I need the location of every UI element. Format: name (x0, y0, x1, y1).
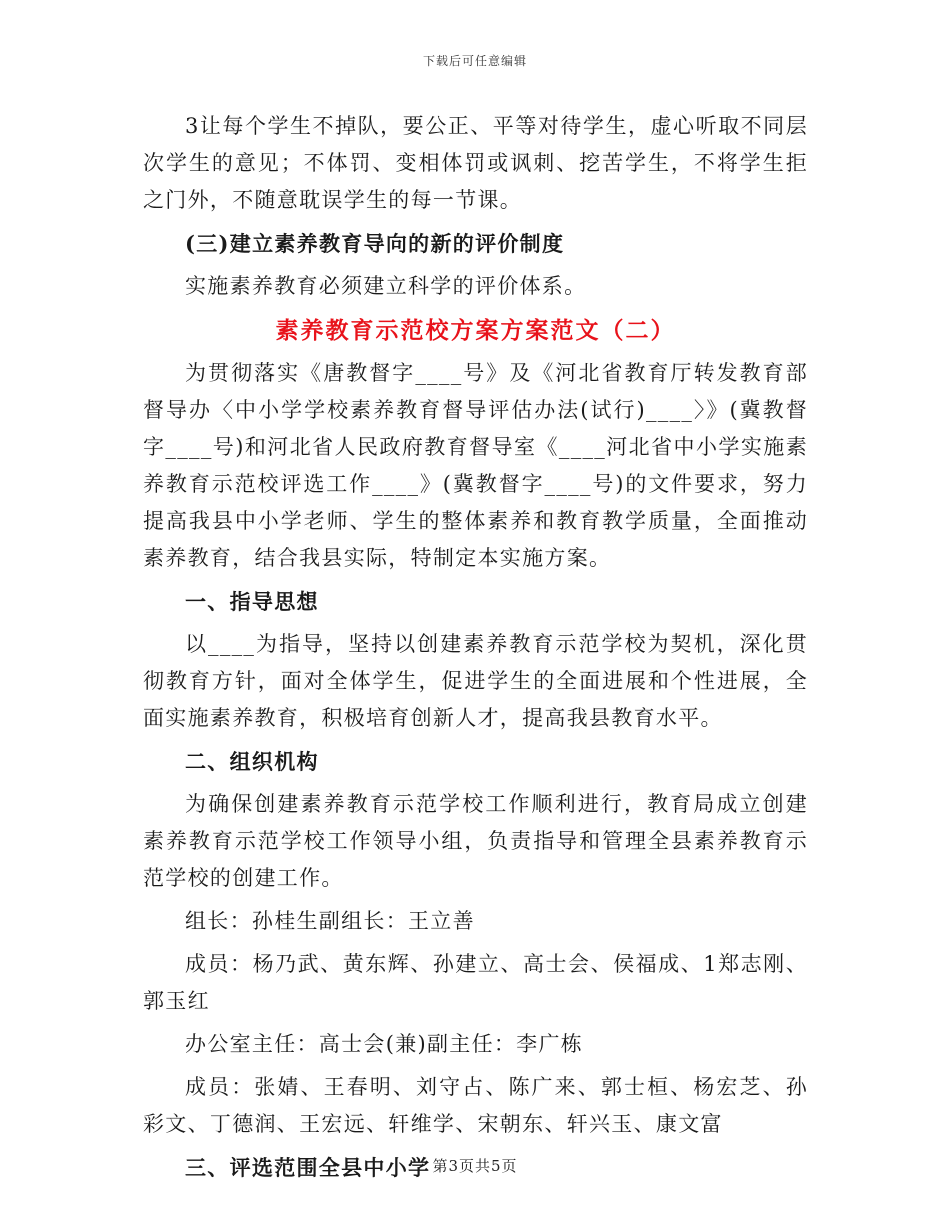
heading-selection-scope: 三、评选范围全县中小学 (185, 1155, 431, 1180)
heading-evaluation-system: (三)建立素养教育导向的新的评价制度 (185, 231, 565, 256)
paragraph-organization: 为确保创建素养教育示范学校工作顺利进行，教育局成立创建素养教育示范学校工作领导小组，负责指导和管理全县素养教育示范学校的创建工作。 (143, 792, 808, 890)
paragraph-office-directors: 办公室主任：高士会(兼)副主任：李广栋 (185, 1032, 584, 1056)
document-title: 素养教育示范校方案方案范文（二） (275, 317, 676, 344)
paragraph-evaluation-system: 实施素养教育必须建立科学的评价体系。 (185, 274, 587, 298)
paragraph-introduction: 为贯彻落实《唐教督字____号》及《河北省教育厅转发教育部督导办〈中小学学校素养教育督导评估办法(试行)____〉》(冀教督字____号)和河北省人民政府教育督导室《____河北省中小学实施素养教育示范校评选工作____》(冀教督字____号)的文件要求，努力提高我县中小学老师、学生的整体素养和教育教学质量，全面推动素养教育，结合我县实际，特制定本实施方案。 (143, 361, 808, 570)
page-header-note: 下载后可任意编辑 (422, 54, 527, 68)
heading-guiding-ideology: 一、指导思想 (185, 589, 319, 614)
heading-organization: 二、组织机构 (185, 749, 319, 774)
paragraph-no-student-left-behind: 3让每个学生不掉队，要公正、平等对待学生，虚心听取不同层次学生的意见；不体罚、变相体罚或讽刺、挖苦学生，不将学生拒之门外，不随意耽误学生的每一节课。 (143, 114, 808, 212)
page-number: 第3页共5页 (432, 1157, 518, 1175)
paragraph-guiding-ideology: 以____为指导，坚持以创建素养教育示范学校为契机，深化贯彻教育方针，面对全体学生，促进学生的全面进展和个性进展，全面实施素养教育，积极培育创新人才，提高我县教育水平。 (143, 632, 808, 730)
paragraph-leaders: 组长：孙桂生副组长：王立善 (185, 909, 475, 933)
paragraph-members-office: 成员：张婧、王春明、刘守占、陈广来、郭士桓、杨宏芝、孙彩文、丁德润、王宏远、轩维学、宋朝东、轩兴玉、康文富 (143, 1075, 808, 1136)
document-body (143, 108, 808, 1192)
paragraph-members-group: 成员：杨乃武、黄东辉、孙建立、高士会、侯福成、1郑志刚、郭玉红 (143, 952, 808, 1013)
